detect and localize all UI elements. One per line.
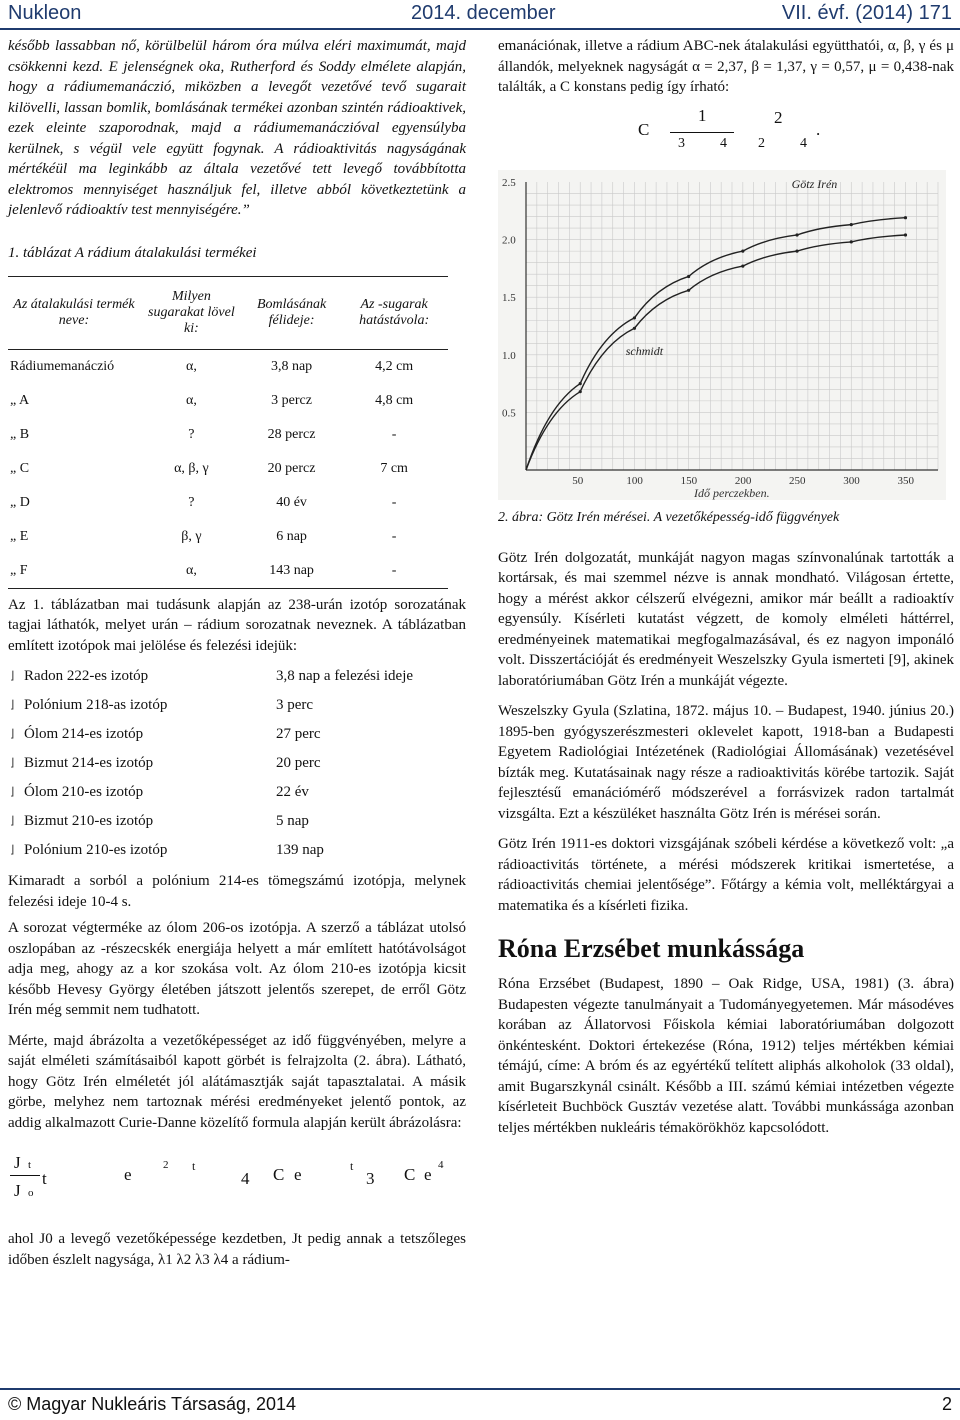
formula-c-two-b: 2	[758, 135, 765, 151]
left-column	[8, 36, 466, 1270]
x-tick-label: 150	[680, 474, 698, 487]
table-body	[8, 349, 448, 588]
chart-svg	[498, 170, 946, 500]
isotope-name: Polónium 210-es izotóp	[24, 842, 168, 858]
table-cell: 4,2 cm	[375, 358, 414, 374]
isotope-row	[8, 662, 466, 691]
paragraph-end-product: A sorozat végterméke az ólom 206-os izotópja. A szerző a táblázat utolsó oszlopában az -részecskék energiája helyett a már említett hatótávolságot adja meg, ahogy az a kor szokása volt. Az ólom 210-es izotópja kicsit később Hevesy György életében játszott jelentős szerepet, de erről Götz Irén még semmit nem tudhatott.	[8, 920, 466, 1018]
isotope-row	[8, 836, 466, 865]
isotope-halflife: 3,8 nap a felezési ideje	[276, 668, 414, 684]
constant-c-formula	[498, 98, 954, 168]
x-tick-label: 200	[734, 474, 752, 487]
data-point	[579, 382, 582, 385]
formula-e: e	[124, 1165, 132, 1184]
x-tick-label: 100	[626, 474, 643, 487]
table-row	[8, 520, 448, 554]
isotope-halflife: 27 perc	[276, 726, 321, 742]
formula-t: t	[42, 1169, 47, 1188]
table-header-name: Az átalakulási termék neve:	[8, 276, 140, 349]
x-axis-label: Idő perczekben.	[694, 485, 770, 500]
conductivity-chart	[498, 170, 946, 500]
table-cell: „ B	[10, 426, 30, 442]
table-cell: ?	[188, 426, 195, 442]
table-cell: α, β, γ	[174, 460, 209, 476]
paragraph-constants: emanációnak, illetve a rádium ABC-nek átalakulási együtthatói, α, β, γ és μ állandók, melyeknek nagyságát α = 2,37, β = 1,37, γ = 0,57, μ = 0,438-nak találták, a C konstans pedig így írható:	[498, 38, 954, 95]
formula-c-four: 4	[720, 135, 727, 151]
table-cell: β, γ	[181, 528, 202, 544]
formula-e3: e	[424, 1165, 432, 1184]
table-cell: „ E	[10, 528, 29, 544]
data-point	[850, 223, 853, 226]
table-row	[8, 486, 448, 520]
issue-date: 2014. december	[411, 2, 556, 24]
bullet-icon: ⌋	[10, 670, 15, 682]
header-rule	[0, 28, 960, 30]
table-row	[8, 418, 448, 452]
isotope-list	[8, 662, 466, 865]
y-tick-label: 1.5	[502, 291, 516, 304]
table-cell: 40 év	[276, 494, 307, 510]
isotope-row	[8, 720, 466, 749]
paragraph-weszelszky: Weszelszky Gyula (Szlatina, 1872. május 10. – Budapest, 1940. június 20.) 1895-ben gyógyszerészmesteri oklevelet kapott, 1918-ban a Budapesti Egyetem Radiológiai Intézetének (Radiológiai Állomásának) vezetésével bízták meg. Kutatásainak nagy része a radioaktivitás körébe tartozik. Saját fejlesztésű emanációmérő módszerével a forrásvizek radon tartalmát vizsgálta. Ezt a készüléket használta Götz Irén is mérései során.	[498, 703, 954, 822]
table-cell: 28 percz	[267, 426, 316, 442]
x-tick-label: 350	[897, 474, 914, 487]
bullet-icon: ⌋	[10, 757, 15, 769]
formula-c-three: 3	[678, 135, 685, 151]
isotope-name: Polónium 218-as izotóp	[24, 697, 168, 713]
bullet-icon: ⌋	[10, 786, 15, 798]
table-header-range: Az -sugarak hatástávola:	[340, 276, 448, 349]
data-point	[850, 240, 853, 243]
isotope-name: Radon 222-es izotóp	[24, 668, 149, 684]
bullet-icon: ⌋	[10, 815, 15, 827]
isotope-halflife: 139 nap	[276, 842, 324, 858]
isotope-name: Bizmut 210-es izotóp	[24, 813, 154, 829]
bullet-icon: ⌋	[10, 699, 15, 711]
formula-t3: t	[350, 1159, 354, 1173]
table-cell: -	[391, 494, 397, 510]
table-row	[8, 349, 448, 384]
formula-e2: e	[294, 1165, 302, 1184]
paragraph-po214: Kimaradt a sorból a polónium 214-es tömegszámú izotópja, melynek felezési ideje 10-4 s.	[8, 873, 466, 910]
bullet-icon: ⌋	[10, 728, 15, 740]
table-cell: 7 cm	[380, 460, 408, 476]
x-tick-label: 300	[843, 474, 860, 487]
table-row	[8, 554, 448, 589]
table-cell: 4,8 cm	[375, 392, 414, 408]
data-point	[579, 390, 582, 393]
data-point	[795, 233, 798, 236]
right-column	[498, 36, 954, 1138]
quote-paragraph: később lassabban nő, körülbelül három óra múlva eléri maximumát, majd csökkenni kezd. E jelenségnek oka, Rutherford és Soddy elmélete alapján, hogy a rádiumemanáczió, miközben a levegőt vezetővé tevő sugarait kilövelli, lassan bomlik, bomlásának termékei azonban szintén rádioaktivek, ezek eleinte szaporodnak, majd a rádiumemanáczióval egyensúlyba kerülnek, s végül vele együtt fogynak. A rádioaktivitás nagyságának mértékéül ma leginkább az általa vezetővé tett levegő továbbította elektromos mennyiséget használjuk fel, illetve abból következtetünk a jelenlevő rádioaktív test mennyiségére.”	[8, 38, 466, 218]
table-cell: ?	[188, 494, 195, 510]
copyright: © Magyar Nukleáris Társaság, 2014	[8, 1394, 297, 1414]
data-point	[795, 249, 798, 252]
y-tick-label: 2.0	[502, 234, 516, 247]
table-cell: 20 percz	[267, 460, 316, 476]
formula-c-two: 2	[774, 107, 783, 127]
data-point	[904, 233, 907, 236]
paragraph-rona: Róna Erzsébet (Budapest, 1890 – Oak Ridge, USA, 1981) (3. ábra) Budapesten végezte tanulmányait a Tudományegyetemen. Már másodéves korában az Állatorvosi Főiskola kémiai laboratóriumában dolgozott önkéntesként. Doktori értekezése (Róna, 1912) teljes mértékben kémiai témájú, címe: A bróm és az egyértékű telített aliphás alkoholok (33 oldal), amit Bugarszkynál csinált. Később a III. számú kémiai intézetben végezte kísérleteit Buchböck Gusztáv vezetése alatt. További munkássága azonban teljes mértékben nukleáris témakörökhöz kapcsolódott.	[498, 976, 954, 1136]
data-point	[633, 316, 636, 319]
table-cell: Rádiumemanáczió	[10, 358, 115, 374]
table-caption: 1. táblázat A rádium átalakulási termékei	[8, 244, 257, 261]
annotation-schmidt: schmidt	[625, 343, 664, 358]
formula-c-dot: .	[816, 119, 821, 139]
table-row	[8, 384, 448, 418]
data-point	[687, 288, 690, 291]
table-cell: 6 nap	[276, 528, 307, 544]
formula-fraction-bar	[10, 1175, 40, 1176]
table-cell: „ D	[10, 494, 30, 510]
isotope-halflife: 3 perc	[276, 697, 314, 713]
isotope-name: Ólom 214-es izotóp	[24, 726, 144, 742]
table-cell: -	[340, 554, 448, 589]
y-tick-label: 0.5	[502, 406, 516, 419]
table-cell: „ A	[10, 392, 30, 408]
formula-c-bar	[670, 132, 734, 133]
table-header-rays: Milyen sugarakat lövel ki:	[140, 276, 243, 349]
formula-c2: C	[404, 1165, 416, 1184]
isotope-halflife: 22 év	[276, 784, 309, 800]
formula-two: 2	[163, 1159, 169, 1171]
formula-four: 4	[241, 1169, 250, 1188]
table-header-row	[8, 276, 448, 349]
data-point	[904, 216, 907, 219]
section-heading: Róna Erzsébet munkássága	[498, 934, 805, 963]
table-cell: 3 percz	[271, 392, 312, 408]
table-cell: „ F	[8, 554, 140, 589]
page-footer	[0, 1388, 960, 1420]
table-row	[8, 452, 448, 486]
data-point	[741, 264, 744, 267]
paragraph-measurement: Mérte, majd ábrázolta a vezetőképességet az idő függvényében, melyre a saját elméleti számításaiból kapott görbét is felrajzolta (2. ábra). Látható, hogy Götz Irén elméletét jól alátámasztják saját tapasztalatai. A másik görbe, melyhez nem tartoznak mérési eredményeket jelentő pontok, az addig alkalmazott Curie-Danne közelítő formula alapján került ábrázolásra:	[8, 1032, 466, 1131]
table-cell: 3,8 nap	[270, 358, 313, 374]
data-point	[741, 249, 744, 252]
radium-products-table	[8, 276, 448, 589]
formula-jt: J	[14, 1153, 21, 1172]
data-point	[633, 326, 636, 329]
volume-info: VII. évf. (2014) 171	[781, 2, 952, 24]
isotope-name: Ólom 210-es izotóp	[24, 784, 144, 800]
formula-three: 3	[366, 1169, 375, 1188]
formula-jo: J	[14, 1181, 21, 1200]
y-tick-label: 2.5	[502, 176, 516, 189]
journal-title: Nukleon	[8, 2, 82, 24]
formula-c-four-b: 4	[800, 135, 807, 151]
formula-sub-t: t	[28, 1159, 32, 1171]
y-tick-label: 1.0	[502, 349, 516, 362]
figure-caption: 2. ábra: Götz Irén mérései. A vezetőképesség-idő függvények	[498, 509, 840, 525]
formula-t2: t	[192, 1159, 196, 1173]
formula-c-one: 1	[698, 105, 707, 125]
table-cell: „ C	[10, 460, 30, 476]
table-cell: α,	[185, 392, 197, 408]
table-cell: -	[391, 528, 397, 544]
data-point	[687, 274, 690, 277]
formula-c-letter: C	[638, 119, 650, 139]
isotope-name: Bizmut 214-es izotóp	[24, 755, 154, 771]
isotope-halflife: 20 perc	[276, 755, 321, 771]
annotation-gotz: Götz Irén	[791, 176, 838, 191]
table-cell: 143 nap	[243, 554, 340, 589]
formula-sub-o: o	[28, 1187, 34, 1199]
table-header-halflife: Bomlásának félideje:	[243, 276, 340, 349]
paragraph-quality: Götz Irén dolgozatát, munkáját nagyon magas színvonalúnak tartották a kortársak, és mai szemmel nézve is annak mondható. Világosan értette, hogy a mérést akkor célszerű elvégezni, amikor már beállt a radioaktív egyensúly. Kísérleti kutatást végzett, de komoly elméleti háttérrel, eredményeinek matematikai megfogalmazásával, és ez nagyon imponáló volt. Disszertációját és eredményeit Weszelszky Gyula ismerteti [9], akinek laboratóriumában Götz Irén a munkáját végezte.	[498, 549, 954, 689]
x-tick-label: 50	[572, 474, 584, 487]
table-cell: α,	[185, 358, 197, 374]
isotope-row	[8, 807, 466, 836]
x-tick-label: 250	[789, 474, 806, 487]
isotope-row	[8, 778, 466, 807]
paragraph-exam: Götz Irén 1911-es doktori vizsgájának szóbeli kérdése a következő volt: „a rádioactivitás története, a mérési módszerek kritikai ismertetése, a rádioactivitás chemiai jelentősége”. Főtárgy a kémia volt, melléktárgyai a matematika és a kísérleti fizika.	[498, 836, 954, 914]
table-cell: α,	[140, 554, 243, 589]
paragraph-where: ahol J0 a levegő vezetőképessége kezdetben, Jt pedig annak a tetszőleges időben észlelt nagysága, λ1 λ2 λ3 λ4 a rádium-	[8, 1231, 466, 1268]
isotope-row	[8, 691, 466, 720]
formula-c1: C	[273, 1165, 285, 1184]
isotope-halflife: 5 nap	[276, 813, 309, 829]
formula-four2: 4	[438, 1159, 444, 1171]
footer-rule	[0, 1388, 960, 1390]
bullet-icon: ⌋	[10, 844, 15, 856]
paragraph-uranium-series: Az 1. táblázatban mai tudásunk alapján az 238-urán izotóp sorozatának tagjai láthatók, melyet urán – rádium sorozatnak neveznek. A táblázatban említett izotópok mai jelölése és felezési idejük:	[8, 596, 466, 654]
isotope-row	[8, 749, 466, 778]
curie-danne-formula	[8, 1139, 466, 1223]
page-number: 2	[941, 1394, 952, 1414]
table-cell: -	[391, 426, 397, 442]
page-header	[0, 0, 960, 30]
